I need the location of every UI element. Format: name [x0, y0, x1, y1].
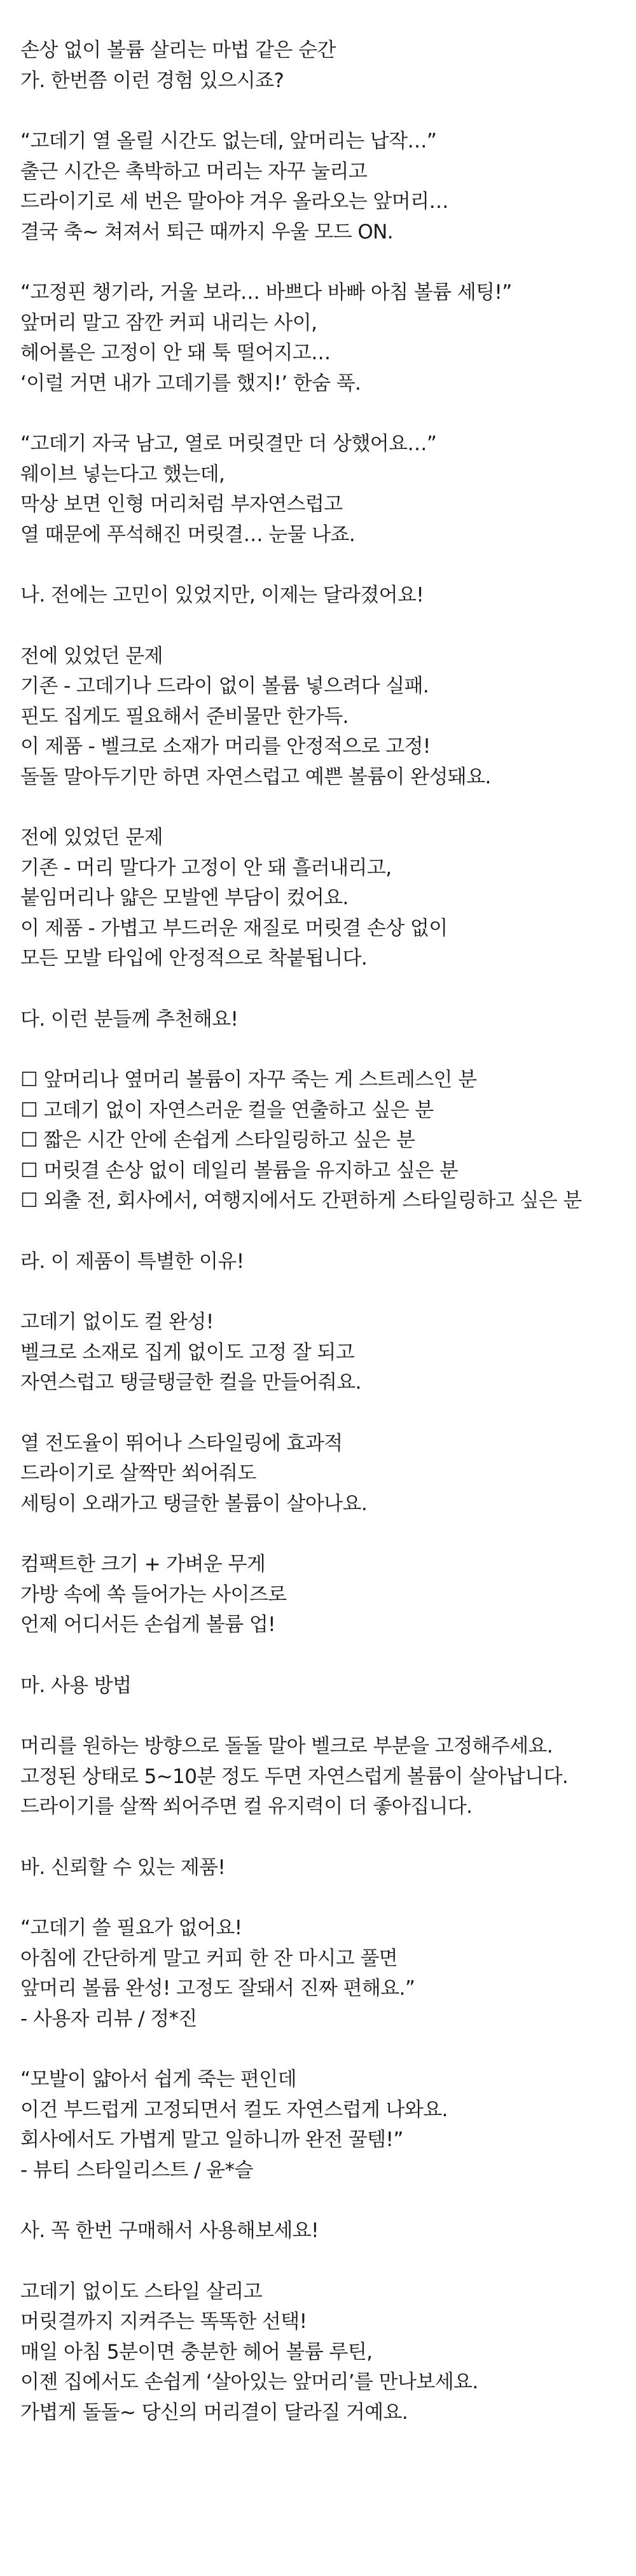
- text-line: 헤어롤은 고정이 안 돼 툭 떨어지고…: [20, 341, 331, 364]
- text-line: ‘이럴 거면 내가 고데기를 했지!’ 한숨 푹.: [20, 371, 361, 395]
- checklist-item: ☐ 짧은 시간 안에 손쉽게 스타일링하고 싶은 분: [20, 1129, 415, 1152]
- text-line: 출근 시간은 촉박하고 머리는 자꾸 눌리고: [20, 160, 368, 183]
- text-line: 결국 축~ 쳐져서 퇴근 때까지 우울 모드 ON.: [20, 220, 393, 244]
- checklist-item: ☐ 앞머리나 옆머리 볼륨이 자꾸 죽는 게 스트레스인 분: [20, 1068, 477, 1091]
- text-line: 열 전도율이 뛰어나 스타일링에 효과적: [20, 1431, 343, 1455]
- text-line: 전에 있었던 문제: [20, 644, 163, 668]
- text-line: 머리를 원하는 방향으로 돌돌 말아 벨크로 부분을 고정해주세요.: [20, 1735, 553, 1758]
- text-line: 고정된 상태로 5~10분 정도 두면 자연스럽게 볼륨이 살아납니다.: [20, 1765, 569, 1788]
- feature-block-2: [20, 1429, 636, 1520]
- text-line: 컴팩트한 크기 + 가벼운 무게: [20, 1553, 266, 1576]
- experience-block-2: [20, 278, 636, 399]
- text-line: 아침에 간단하게 말고 커피 한 잔 마시고 풀면: [20, 1946, 398, 1970]
- feature-block-1: [20, 1307, 636, 1398]
- text-line: 이 제품 - 벨크로 소재가 머리를 안정적으로 고정!: [20, 735, 431, 758]
- section-heading-da: 다. 이런 분들께 추천해요!: [20, 1007, 238, 1031]
- text-line: “고데기 쓸 필요가 없어요!: [20, 1917, 242, 1939]
- text-line: “모발이 얇아서 쉽게 죽는 편인데: [20, 2068, 296, 2091]
- section-heading-ra-block: [20, 1247, 636, 1278]
- section-heading-sa-block: [20, 2216, 636, 2247]
- text-line: 이젠 집에서도 손쉽게 ‘살아있는 앞머리’를 만나보세요.: [20, 2371, 478, 2393]
- intro-heading-block: [20, 36, 636, 96]
- text-line: 막상 보면 인형 머리처럼 부자연스럽고: [20, 493, 343, 516]
- review-block-2: [20, 2065, 636, 2186]
- experience-block-1: [20, 127, 636, 247]
- review-author: - 뷰티 스타일리스트 / 윤*슬: [20, 2158, 253, 2182]
- section-heading-da-block: [20, 1005, 636, 1035]
- text-line: 이 제품 - 가볍고 부드러운 재질로 머릿결 손상 없이: [20, 916, 448, 940]
- text-line: 가방 속에 쏙 들어가는 사이즈로: [20, 1583, 287, 1606]
- section-heading-ba: 바. 신뢰할 수 있는 제품!: [20, 1856, 226, 1879]
- section-heading-ba-block: [20, 1853, 636, 1884]
- section-heading-ma: 마. 사용 방법: [20, 1674, 132, 1697]
- text-line: 열 때문에 푸석해진 머릿결… 눈물 나죠.: [20, 523, 356, 546]
- recommendation-checklist: [20, 1065, 636, 1216]
- text-line: 핀도 집게도 필요해서 준비물만 한가득.: [20, 705, 349, 728]
- problem-block-2: [20, 823, 636, 974]
- usage-instructions: [20, 1732, 636, 1822]
- text-line: 세팅이 오래가고 탱글한 볼륨이 살아나요.: [20, 1492, 368, 1515]
- text-line: “고정핀 챙기라, 거울 보라… 바쁘다 바빠 아침 볼륨 세팅!”: [20, 281, 512, 304]
- review-block-1: [20, 1913, 636, 2034]
- closing-block: [20, 2277, 636, 2428]
- text-line: “고데기 열 올릴 시간도 없는데, 앞머리는 납작…”: [20, 130, 437, 153]
- text-line: 이건 부드럽게 고정되면서 컬도 자연스럽게 나와요.: [20, 2098, 448, 2121]
- checklist-item: ☐ 머릿결 손상 없이 데일리 볼륨을 유지하고 싶은 분: [20, 1159, 459, 1182]
- text-line: 기존 - 머리 말다가 고정이 안 돼 흘러내리고,: [20, 856, 392, 879]
- problem-block-1: [20, 642, 636, 793]
- main-headline: 손상 없이 볼륨 살리는 마법 같은 순간: [20, 39, 336, 62]
- text-line: “고데기 자국 남고, 열로 머릿결만 더 상했어요…”: [20, 432, 437, 455]
- text-line: 자연스럽고 탱글탱글한 컬을 만들어줘요.: [20, 1371, 361, 1394]
- text-line: 고데기 없이도 컬 완성!: [20, 1311, 214, 1333]
- text-line: 가볍게 돌돌~ 당신의 머리결이 달라질 거예요.: [20, 2400, 408, 2424]
- text-line: 드라이기로 세 번은 말아야 겨우 올라오는 앞머리…: [20, 190, 448, 213]
- section-heading-na-block: [20, 581, 636, 611]
- section-heading-ra: 라. 이 제품이 특별한 이유!: [20, 1250, 244, 1273]
- text-line: 전에 있었던 문제: [20, 826, 163, 849]
- section-heading-sa: 사. 꼭 한번 구매해서 사용해보세요!: [20, 2219, 319, 2242]
- section-heading-na: 나. 전에는 고민이 있었지만, 이제는 달라졌어요!: [20, 584, 424, 607]
- review-author: - 사용자 리뷰 / 정*진: [20, 2007, 197, 2030]
- text-line: 모든 모발 타입에 안정적으로 착붙됩니다.: [20, 947, 368, 970]
- experience-block-3: [20, 429, 636, 550]
- text-line: 매일 아침 5분이면 충분한 헤어 볼륨 루틴,: [20, 2340, 373, 2364]
- text-line: 머릿결까지 지켜주는 똑똑한 선택!: [20, 2310, 307, 2333]
- checklist-item: ☐ 고데기 없이 자연스러운 컬을 연출하고 싶은 분: [20, 1098, 434, 1122]
- text-line: 앞머리 말고 잠깐 커피 내리는 사이,: [20, 311, 317, 334]
- text-line: 고데기 없이도 스타일 살리고: [20, 2280, 262, 2303]
- text-line: 언제 어디서든 손쉽게 볼륨 업!: [20, 1613, 275, 1636]
- text-line: 앞머리 볼륨 완성! 고정도 잘돼서 진짜 편해요.”: [20, 1977, 415, 2000]
- text-line: 기존 - 고데기나 드라이 없이 볼륨 넣으려다 실패.: [20, 675, 429, 698]
- text-line: 회사에서도 가볍게 말고 일하니까 완전 꿀템!”: [20, 2128, 403, 2151]
- text-line: 웨이브 넣는다고 했는데,: [20, 462, 225, 486]
- section-heading-ga: 가. 한번쯤 이런 경험 있으시죠?: [20, 69, 284, 92]
- text-line: 벨크로 소재로 집게 없이도 고정 잘 되고: [20, 1340, 355, 1364]
- text-line: 붙임머리나 얇은 모발엔 부담이 컸어요.: [20, 886, 349, 909]
- text-line: 드라이기를 살짝 쐬어주면 컬 유지력이 더 좋아집니다.: [20, 1795, 473, 1818]
- checklist-item: ☐ 외출 전, 회사에서, 여행지에서도 간편하게 스타일링하고 싶은 분: [20, 1189, 582, 1212]
- text-line: 돌돌 말아두기만 하면 자연스럽고 예쁜 볼륨이 완성돼요.: [20, 765, 491, 789]
- text-line: 드라이기로 살짝만 쐬어줘도: [20, 1462, 256, 1485]
- section-heading-ma-block: [20, 1671, 636, 1702]
- feature-block-3: [20, 1550, 636, 1641]
